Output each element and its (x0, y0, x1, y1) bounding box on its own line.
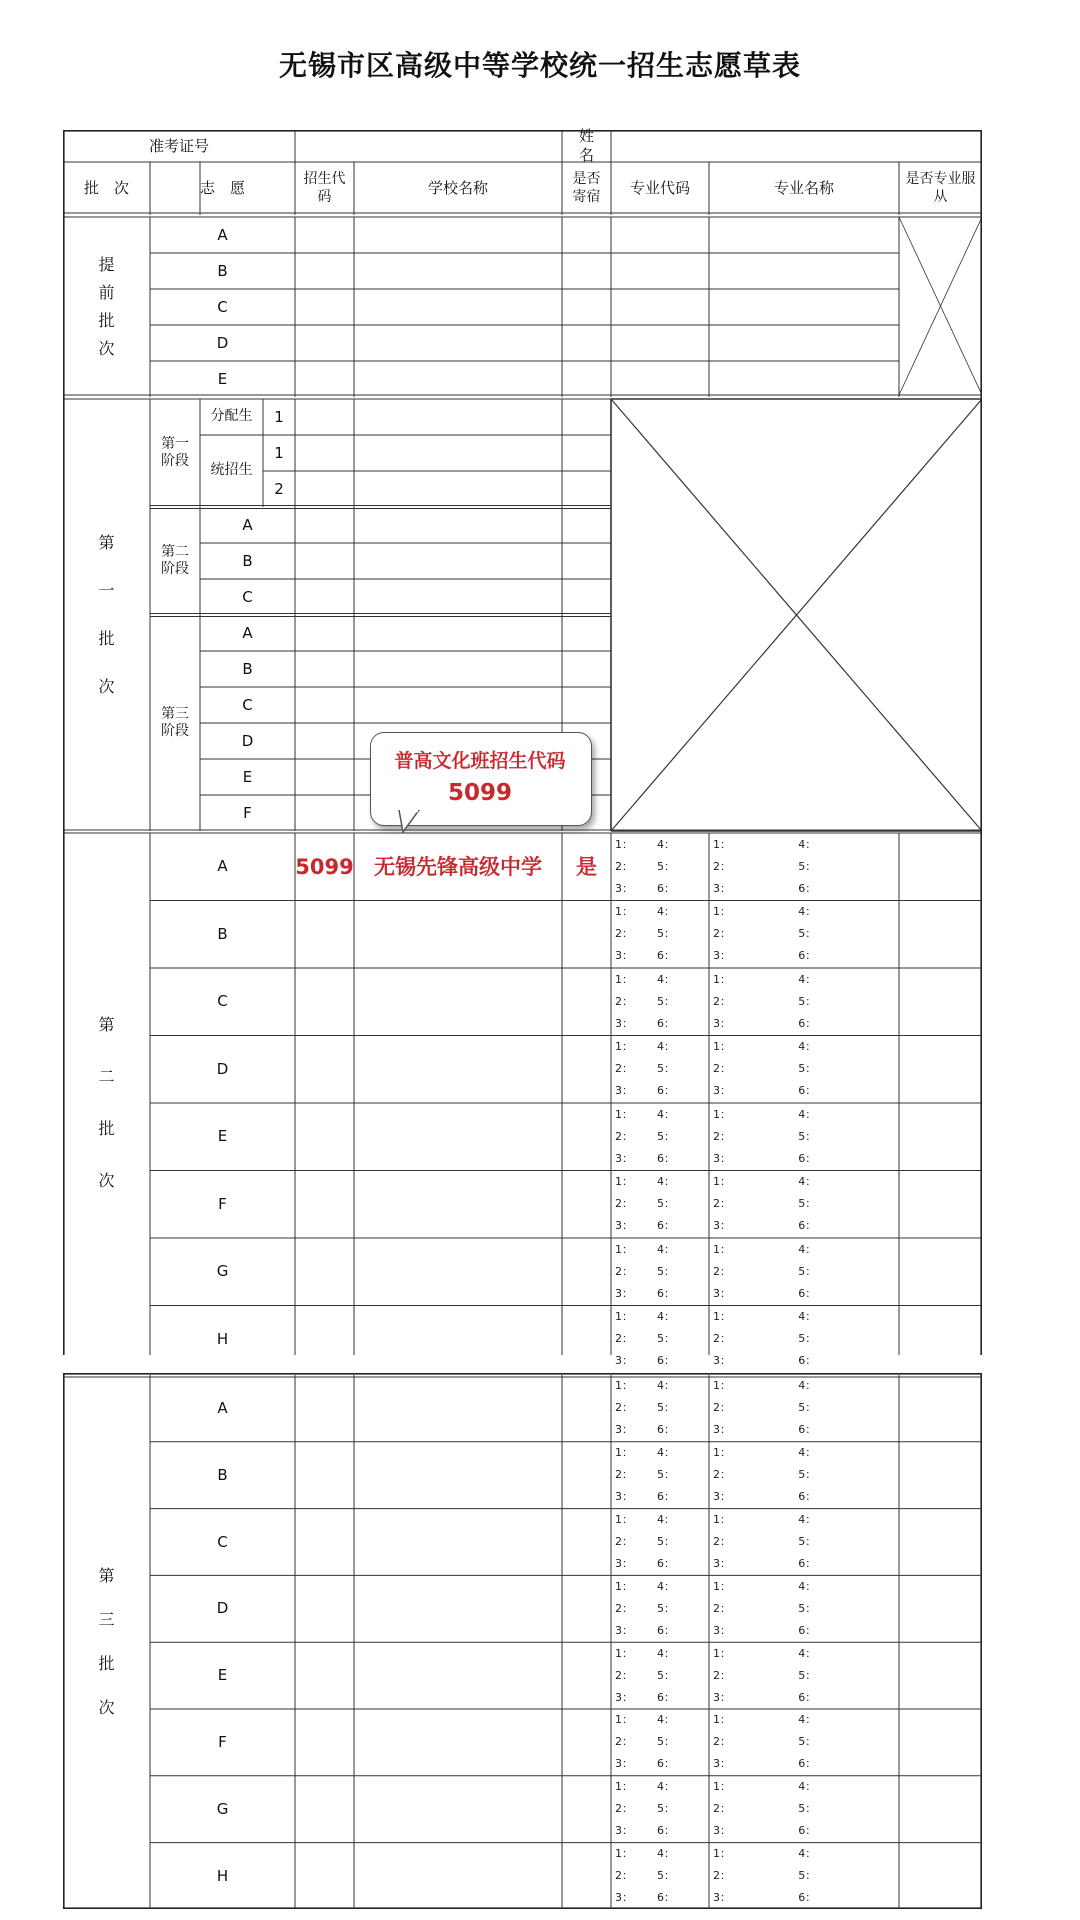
batch3-major-code-slot-left[interactable]: 3： (615, 1690, 633, 1704)
batch3-major-name-slot-left[interactable]: 3： (713, 1757, 731, 1771)
batch3-major-name-slot-left[interactable]: 3： (713, 1891, 731, 1904)
batch2-major-name-slot-right[interactable]: 4： (798, 905, 817, 919)
batch3-major-name-slot-right[interactable]: 6： (798, 1824, 817, 1838)
col-header-major-name: 专业名称 (773, 179, 834, 198)
batch3-major-code-slot-right[interactable]: 5： (657, 1601, 676, 1615)
batch2-major-name-slot-right[interactable]: 4： (798, 1310, 817, 1324)
batch3-major-code-slot-left[interactable]: 2： (615, 1401, 633, 1415)
batch3-major-code-slot-right[interactable]: 5： (657, 1668, 676, 1682)
batch3-major-code-slot-left[interactable]: 3： (615, 1557, 633, 1570)
batch2-major-code-slot-left[interactable]: 1： (615, 837, 633, 851)
batch3-major-name-slot-right[interactable]: 6： (798, 1490, 817, 1504)
batch2-major-code-slot-right[interactable]: 6： (657, 1354, 676, 1368)
batch2-major-name-slot-left[interactable]: 2： (713, 1129, 731, 1143)
batch3-major-name-slot-right[interactable]: 6： (798, 1423, 817, 1437)
unified-student-label: 统招生 (210, 462, 253, 479)
batch2-major-name-slot-right[interactable]: 6： (798, 1084, 817, 1098)
batch3-major-name-slot-left[interactable]: 2： (713, 1401, 731, 1415)
batch3-major-name-slot-left[interactable]: 3： (713, 1423, 731, 1437)
batch3-major-name-slot-right[interactable]: 5： (798, 1802, 817, 1816)
stage2-row-label: B (242, 551, 253, 570)
col-header-choice: 志 愿 (199, 179, 245, 198)
early-batch-label: 提 前 批 次 (98, 255, 115, 358)
batch2-major-name-slot-left[interactable]: 1： (713, 905, 731, 919)
stage3-row-label: C (242, 695, 253, 714)
batch2-major-name-slot-right[interactable]: 5： (798, 1062, 817, 1076)
batch3-major-code-slot-right[interactable]: 4： (657, 1713, 676, 1727)
batch2-major-name-slot-left[interactable]: 3： (713, 1084, 731, 1098)
batch3-major-code-slot-right[interactable]: 6： (657, 1690, 676, 1704)
batch2-major-name-slot-right[interactable]: 4： (798, 1040, 817, 1054)
batch3-major-name-slot-right[interactable]: 4： (798, 1713, 817, 1727)
batch3-major-code-slot-right[interactable]: 5： (657, 1802, 676, 1816)
batch3-row-label: F (218, 1733, 227, 1752)
callout-code: 5099 (447, 780, 512, 806)
batch3-major-code-slot-right[interactable]: 5： (657, 1535, 676, 1548)
batch2-major-code-slot-right[interactable]: 5： (657, 1062, 676, 1076)
batch2-row-label: F (218, 1194, 227, 1213)
batch2-row-label: E (217, 1127, 228, 1146)
batch3-major-name-slot-left[interactable]: 3： (713, 1490, 731, 1504)
batch3-major-name-slot-left[interactable]: 1： (713, 1446, 731, 1460)
batch3-major-name-slot-right[interactable]: 5： (798, 1869, 817, 1882)
batch2-major-name-slot-left[interactable]: 2： (713, 859, 731, 873)
batch2-major-name-slot-left[interactable]: 2： (713, 927, 731, 941)
batch3-major-code-slot-right[interactable]: 5： (657, 1869, 676, 1882)
batch2-major-name-slot-left[interactable]: 3： (713, 1016, 731, 1030)
batch2-major-code-slot-left[interactable]: 3： (615, 1286, 633, 1300)
batch3-major-name-slot-left[interactable]: 3： (713, 1690, 731, 1704)
unified-row-number: 1 (274, 443, 284, 462)
batch2-major-name-slot-left[interactable]: 1： (713, 1040, 731, 1054)
batch3-major-code-slot-right[interactable]: 6： (657, 1891, 676, 1904)
batch2-major-code-slot-left[interactable]: 2： (615, 1129, 633, 1143)
batch3-label: 第 三 批 次 (98, 1566, 115, 1717)
batch3-major-name-slot-right[interactable]: 4： (798, 1646, 817, 1660)
batch2-major-name-slot-right[interactable]: 4： (798, 1175, 817, 1189)
batch3-major-name-slot-left[interactable]: 1： (713, 1713, 731, 1727)
col-header-code: 招生代码 (303, 171, 346, 205)
batch3-major-code-slot-left[interactable]: 3： (615, 1891, 633, 1904)
batch2-major-name-slot-left[interactable]: 1： (713, 1175, 731, 1189)
batch3-major-name-slot-right[interactable]: 4： (798, 1379, 817, 1393)
batch3-major-name-slot-left[interactable]: 1： (713, 1513, 731, 1526)
batch2-major-name-slot-left[interactable]: 3： (713, 1286, 731, 1300)
batch3-major-name-slot-right[interactable]: 4： (798, 1780, 817, 1794)
batch2-major-code-slot-left[interactable]: 3： (615, 1084, 633, 1098)
batch2-major-code-slot-right[interactable]: 6： (657, 1016, 676, 1030)
stage2-label: 第二阶段 (161, 543, 189, 577)
batch3-major-name-slot-left[interactable]: 2： (713, 1535, 731, 1548)
batch3-major-code-slot-left[interactable]: 2： (615, 1735, 633, 1749)
batch1-label: 第 一 批 次 (98, 533, 115, 696)
stage1-label: 第一阶段 (161, 435, 189, 469)
batch2-major-code-slot-left[interactable]: 1： (615, 905, 633, 919)
batch2-major-code-slot-right[interactable]: 5： (657, 994, 676, 1008)
batch3-major-name-slot-right[interactable]: 5： (798, 1535, 817, 1548)
batch3-major-name-slot-right[interactable]: 4： (798, 1847, 817, 1860)
filled-admission-code: 5099 (295, 854, 354, 879)
batch2-row-label: B (217, 924, 228, 943)
batch2-major-name-slot-right[interactable]: 5： (798, 1264, 817, 1278)
batch3-major-name-slot-right[interactable]: 5： (798, 1468, 817, 1482)
batch3-major-name-slot-left[interactable]: 2： (713, 1735, 731, 1749)
unified-row-number: 2 (274, 479, 284, 498)
batch2-major-code-slot-right[interactable]: 6： (657, 881, 676, 895)
batch2-major-code-slot-right[interactable]: 6： (657, 1286, 676, 1300)
batch2-major-code-slot-right[interactable]: 5： (657, 1264, 676, 1278)
col-header-school: 学校名称 (427, 179, 488, 198)
batch2-row-label: G (216, 1262, 229, 1281)
batch2-major-code-slot-right[interactable]: 4： (657, 972, 676, 986)
form-table-page2 (63, 1373, 982, 1909)
batch2-major-name-slot-right[interactable]: 5： (798, 1197, 817, 1211)
batch2-major-name-slot-right[interactable]: 5： (798, 859, 817, 873)
batch3-row-label: C (217, 1532, 228, 1551)
batch3-major-name-slot-right[interactable]: 5： (798, 1401, 817, 1415)
batch2-major-code-slot-right[interactable]: 6： (657, 1219, 676, 1233)
batch3-major-code-slot-left[interactable]: 1： (615, 1780, 633, 1794)
batch2-major-code-slot-left[interactable]: 3： (615, 1354, 633, 1368)
batch2-major-code-slot-left[interactable]: 1： (615, 1175, 633, 1189)
batch2-row-label: D (216, 1059, 229, 1078)
early-batch-row-label: C (217, 297, 228, 316)
batch3-major-code-slot-left[interactable]: 1： (615, 1713, 633, 1727)
batch2-major-code-slot-left[interactable]: 3： (615, 881, 633, 895)
batch3-major-name-slot-left[interactable]: 3： (713, 1623, 731, 1637)
batch3-major-code-slot-right[interactable]: 5： (657, 1401, 676, 1415)
batch3-major-code-slot-left[interactable]: 1： (615, 1579, 633, 1593)
batch2-major-name-slot-left[interactable]: 1： (713, 837, 731, 851)
batch2-major-name-slot-right[interactable]: 4： (798, 1107, 817, 1121)
batch2-row-label: A (217, 857, 228, 876)
batch3-major-code-slot-right[interactable]: 4： (657, 1513, 676, 1526)
batch2-major-code-slot-left[interactable]: 3： (615, 1151, 633, 1165)
batch2-major-code-slot-left[interactable]: 2： (615, 1264, 633, 1278)
callout-tail (397, 810, 427, 834)
exam-id-field[interactable] (295, 130, 562, 162)
batch3-major-code-slot-right[interactable]: 5： (657, 1735, 676, 1749)
batch2-major-name-slot-left[interactable]: 1： (713, 972, 731, 986)
batch3-major-code-slot-right[interactable]: 6： (657, 1824, 676, 1838)
batch2-major-name-slot-right[interactable]: 5： (798, 1129, 817, 1143)
batch2-major-code-slot-right[interactable]: 4： (657, 1310, 676, 1324)
batch2-major-name-slot-right[interactable]: 6： (798, 1354, 817, 1368)
batch3-major-code-slot-left[interactable]: 3： (615, 1623, 633, 1637)
batch2-major-code-slot-left[interactable]: 1： (615, 1107, 633, 1121)
batch2-major-name-slot-right[interactable]: 5： (798, 994, 817, 1008)
batch3-major-code-slot-right[interactable]: 6： (657, 1557, 676, 1570)
batch2-major-code-slot-right[interactable]: 4： (657, 905, 676, 919)
col-header-batch: 批 次 (83, 179, 129, 198)
batch2-major-code-slot-left[interactable]: 3： (615, 1219, 633, 1233)
batch2-major-name-slot-left[interactable]: 1： (713, 1107, 731, 1121)
batch2-major-code-slot-left[interactable]: 1： (615, 972, 633, 986)
batch3-major-code-slot-right[interactable]: 6： (657, 1490, 676, 1504)
batch3-major-code-slot-left[interactable]: 2： (615, 1535, 633, 1548)
stage2-row-label: C (242, 587, 253, 606)
alloc-row-number: 1 (274, 407, 284, 426)
batch2-major-code-slot-right[interactable]: 5： (657, 1332, 676, 1346)
batch3-major-code-slot-right[interactable]: 4： (657, 1847, 676, 1860)
batch2-major-code-slot-right[interactable]: 4： (657, 837, 676, 851)
batch2-major-name-slot-left[interactable]: 2： (713, 1062, 731, 1076)
stage3-row-label: D (241, 731, 254, 750)
batch3-major-code-slot-right[interactable]: 6： (657, 1623, 676, 1637)
batch3-row-label: A (217, 1399, 228, 1418)
early-batch-row-label: B (217, 261, 228, 280)
batch2-major-name-slot-left[interactable]: 2： (713, 1264, 731, 1278)
batch2-major-code-slot-right[interactable]: 4： (657, 1107, 676, 1121)
batch2-major-code-slot-left[interactable]: 1： (615, 1242, 633, 1256)
name-label: 姓 名 (578, 127, 625, 164)
batch2-major-code-slot-left[interactable]: 2： (615, 927, 633, 941)
batch2-major-code-slot-left[interactable]: 2： (615, 859, 633, 873)
batch3-major-name-slot-left[interactable]: 3： (713, 1557, 731, 1570)
batch3-major-name-slot-right[interactable]: 6： (798, 1891, 817, 1904)
batch3-major-code-slot-right[interactable]: 4： (657, 1446, 676, 1460)
batch3-major-code-slot-left[interactable]: 1： (615, 1379, 633, 1393)
batch2-row-label: C (217, 992, 228, 1011)
batch3-major-name-slot-right[interactable]: 6： (798, 1690, 817, 1704)
batch3-major-name-slot-left[interactable]: 1： (713, 1847, 731, 1860)
batch3-major-code-slot-left[interactable]: 1： (615, 1513, 633, 1526)
batch2-major-code-slot-right[interactable]: 5： (657, 1129, 676, 1143)
batch3-major-code-slot-right[interactable]: 4： (657, 1780, 676, 1794)
col-header-obey: 是否专业服从 (905, 171, 976, 205)
batch2-major-name-slot-right[interactable]: 4： (798, 972, 817, 986)
batch2-major-name-slot-left[interactable]: 3： (713, 1354, 731, 1368)
batch2-major-name-slot-left[interactable]: 2： (713, 994, 731, 1008)
batch2-major-code-slot-right[interactable]: 6： (657, 1151, 676, 1165)
batch3-major-code-slot-left[interactable]: 2： (615, 1601, 633, 1615)
batch2-major-code-slot-left[interactable]: 1： (615, 1040, 633, 1054)
batch2-major-name-slot-left[interactable]: 3： (713, 881, 731, 895)
batch3-major-name-slot-right[interactable]: 6： (798, 1757, 817, 1771)
batch3-major-name-slot-left[interactable]: 1： (713, 1780, 731, 1794)
batch2-major-name-slot-right[interactable]: 6： (798, 1016, 817, 1030)
col-header-dorm: 是否寄宿 (572, 171, 601, 205)
allocated-student-label: 分配生 (210, 408, 253, 425)
batch3-major-name-slot-right[interactable]: 4： (798, 1446, 817, 1460)
batch3-major-code-slot-right[interactable]: 4： (657, 1646, 676, 1660)
batch2-major-code-slot-left[interactable]: 2： (615, 1197, 633, 1211)
stage2-row-label: A (242, 515, 253, 534)
batch3-major-code-slot-right[interactable]: 4： (657, 1379, 676, 1393)
batch2-major-code-slot-left[interactable]: 3： (615, 949, 633, 963)
batch2-major-code-slot-right[interactable]: 4： (657, 1175, 676, 1189)
batch3-major-name-slot-left[interactable]: 2： (713, 1668, 731, 1682)
batch2-major-name-slot-right[interactable]: 6： (798, 1219, 817, 1233)
batch3-row-label: G (216, 1799, 229, 1818)
batch3-major-code-slot-right[interactable]: 6： (657, 1423, 676, 1437)
batch3-major-name-slot-right[interactable]: 5： (798, 1735, 817, 1749)
batch2-label: 第 二 批 次 (98, 1015, 115, 1190)
batch3-major-name-slot-right[interactable]: 5： (798, 1601, 817, 1615)
batch3-major-name-slot-right[interactable]: 4： (798, 1579, 817, 1593)
batch2-major-code-slot-left[interactable]: 2： (615, 1062, 633, 1076)
batch3-major-code-slot-right[interactable]: 6： (657, 1757, 676, 1771)
batch2-major-name-slot-left[interactable]: 3： (713, 1219, 731, 1233)
stage3-row-label: B (242, 659, 253, 678)
batch3-major-code-slot-right[interactable]: 5： (657, 1468, 676, 1482)
batch2-major-code-slot-right[interactable]: 6： (657, 1084, 676, 1098)
batch2-major-code-slot-right[interactable]: 5： (657, 859, 676, 873)
filled-school-name: 无锡先锋高级中学 (374, 854, 542, 879)
batch2-major-name-slot-left[interactable]: 3： (713, 1151, 731, 1165)
batch3-row-label: H (216, 1866, 229, 1885)
batch3-major-code-slot-left[interactable]: 2： (615, 1468, 633, 1482)
batch2-major-name-slot-left[interactable]: 1： (713, 1310, 731, 1324)
batch2-major-code-slot-left[interactable]: 2： (615, 1332, 633, 1346)
filled-dorm-choice: 是 (576, 854, 597, 879)
batch3-major-name-slot-left[interactable]: 2： (713, 1468, 731, 1482)
early-batch-row-label: E (217, 369, 228, 388)
batch2-major-name-slot-right[interactable]: 6： (798, 1286, 817, 1300)
batch3-major-name-slot-right[interactable]: 5： (798, 1668, 817, 1682)
batch3-major-code-slot-right[interactable]: 4： (657, 1579, 676, 1593)
batch2-major-name-slot-left[interactable]: 3： (713, 949, 731, 963)
batch3-major-name-slot-left[interactable]: 1： (713, 1646, 731, 1660)
batch2-major-name-slot-left[interactable]: 1： (713, 1242, 731, 1256)
batch2-major-name-slot-right[interactable]: 6： (798, 881, 817, 895)
batch3-major-code-slot-left[interactable]: 2： (615, 1668, 633, 1682)
stage3-row-label: E (242, 767, 253, 786)
col-header-major-code: 专业代码 (629, 179, 690, 198)
batch3-major-code-slot-left[interactable]: 1： (615, 1847, 633, 1860)
form-title: 无锡市区高级中等学校统一招生志愿草表 (278, 49, 801, 82)
batch2-major-code-slot-right[interactable]: 6： (657, 949, 676, 963)
batch3-major-code-slot-left[interactable]: 2： (615, 1802, 633, 1816)
early-batch-row-label: D (216, 333, 229, 352)
batch3-major-code-slot-left[interactable]: 2： (615, 1869, 633, 1882)
batch2-major-name-slot-left[interactable]: 2： (713, 1197, 731, 1211)
early-batch-row-label: A (217, 225, 228, 244)
batch3-major-name-slot-right[interactable]: 6： (798, 1623, 817, 1637)
name-field[interactable] (611, 130, 982, 162)
batch3-row-label: D (216, 1599, 229, 1618)
batch3-major-code-slot-left[interactable]: 3： (615, 1490, 633, 1504)
batch2-major-code-slot-left[interactable]: 1： (615, 1310, 633, 1324)
batch2-major-name-slot-right[interactable]: 5： (798, 927, 817, 941)
batch2-major-name-slot-right[interactable]: 5： (798, 1332, 817, 1346)
batch2-major-code-slot-left[interactable]: 3： (615, 1016, 633, 1030)
batch3-major-name-slot-left[interactable]: 1： (713, 1379, 731, 1393)
batch3-major-code-slot-left[interactable]: 1： (615, 1446, 633, 1460)
batch3-major-name-slot-left[interactable]: 1： (713, 1579, 731, 1593)
batch2-major-name-slot-right[interactable]: 4： (798, 837, 817, 851)
batch3-major-name-slot-right[interactable]: 4： (798, 1513, 817, 1526)
batch2-major-name-slot-left[interactable]: 2： (713, 1332, 731, 1346)
batch3-major-code-slot-left[interactable]: 3： (615, 1423, 633, 1437)
batch2-major-code-slot-right[interactable]: 4： (657, 1040, 676, 1054)
batch2-major-name-slot-right[interactable]: 6： (798, 949, 817, 963)
batch3-major-name-slot-left[interactable]: 2： (713, 1802, 731, 1816)
stage3-label: 第三阶段 (161, 705, 189, 739)
batch2-major-code-slot-right[interactable]: 4： (657, 1242, 676, 1256)
batch3-row-label: B (217, 1465, 228, 1484)
batch3-major-name-slot-right[interactable]: 6： (798, 1557, 817, 1570)
callout-text: 普高文化班招生代码 (394, 750, 566, 772)
batch2-major-name-slot-right[interactable]: 4： (798, 1242, 817, 1256)
batch3-major-code-slot-left[interactable]: 3： (615, 1824, 633, 1838)
batch3-major-code-slot-left[interactable]: 1： (615, 1646, 633, 1660)
batch3-major-code-slot-left[interactable]: 3： (615, 1757, 633, 1771)
batch2-major-code-slot-left[interactable]: 2： (615, 994, 633, 1008)
batch3-row-label: E (217, 1666, 228, 1685)
batch3-major-name-slot-left[interactable]: 2： (713, 1869, 731, 1882)
batch3-major-name-slot-left[interactable]: 3： (713, 1824, 731, 1838)
batch3-major-name-slot-left[interactable]: 2： (713, 1601, 731, 1615)
exam-id-label: 准考证号 (148, 136, 209, 155)
batch2-major-code-slot-right[interactable]: 5： (657, 1197, 676, 1211)
batch2-major-name-slot-right[interactable]: 6： (798, 1151, 817, 1165)
stage3-row-label: A (242, 623, 253, 642)
batch2-row-label: H (216, 1329, 229, 1348)
batch2-major-code-slot-right[interactable]: 5： (657, 927, 676, 941)
stage3-row-label: F (243, 803, 252, 822)
